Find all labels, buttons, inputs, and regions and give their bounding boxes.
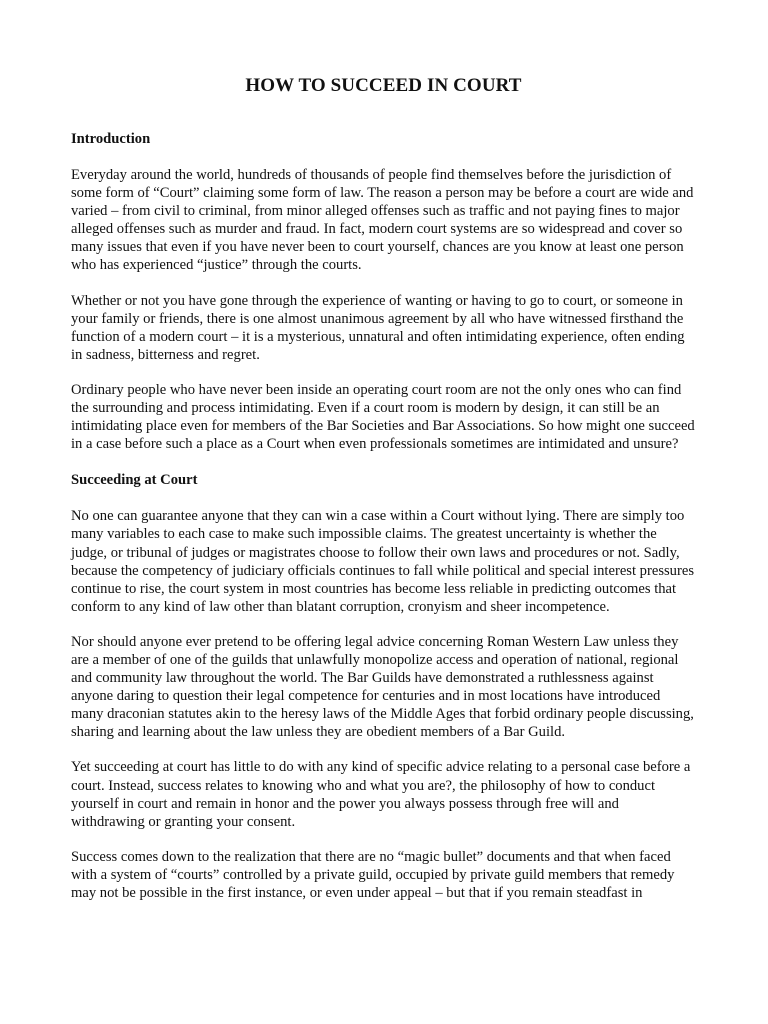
section-introduction (71, 130, 696, 453)
paragraph: Whether or not you have gone through the experience of wanting or having to go to court, or someone in your family or friends, there is one almost unanimous agreement by all who have witnessed firsthand the function of a modern court – it is a mysterious, unnatural and often intimidating experience, often ending in sadness, bitterness and regret. (71, 292, 685, 363)
section-heading-introduction: Introduction (71, 131, 151, 147)
section-succeeding-at-court (71, 471, 696, 902)
paragraph: No one can guarantee anyone that they can win a case within a Court without lying. There are simply too many variables to each case to make such impossible claims. The greatest uncertainty is whether the judge, or tribunal of judges or magistrates choose to follow their own laws and procedures or not. Sadly, because the competency of judiciary officials continues to fall while political and special interest pressures continue to rise, the court system in most countries has become less reliable in predicting outcomes that conform to any kind of law other than blatant corruption, cronyism and sheer incompetence. (71, 508, 694, 615)
paragraph: Nor should anyone ever pretend to be offering legal advice concerning Roman Western Law unless they are a member of one of the guilds that unlawfully monopolize access and operation of national, regional and community law throughout the world. The Bar Guilds have demonstrated a ruthlessness against anyone daring to question their legal competence for centuries and in most locations have introduced many draconian statutes akin to the heresy laws of the Middle Ages that forbid ordinary people discussing, sharing and learning about the law unless they are obedient members of a Bar Guild. (71, 633, 694, 741)
paragraph: Ordinary people who have never been inside an operating court room are not the only ones who can find the surrounding and process intimidating. Even if a court room is modern by design, it can still be an intimidating place even for members of the Bar Societies and Bar Associations. So how might one succeed in a case before such a place as a Court when even professionals sometimes are intimidated and unsure? (71, 381, 695, 453)
paragraph: Success comes down to the realization that there are no “magic bullet” documents and that when faced with a system of “courts” controlled by a private guild, occupied by private guild members that remedy may not be possible in the first instance, or even under appeal – but that if you remain steadfast in (71, 848, 675, 901)
document-title: HOW TO SUCCEED IN COURT (245, 75, 522, 96)
paragraph: Yet succeeding at court has little to do with any kind of specific advice relating to a personal case before a court. Instead, success relates to knowing who and what you are?, the philosophy of how to conduct yourself in court and remain in honor and the power you always possess through free will and withdrawing or granting your consent. (71, 759, 691, 830)
section-heading-succeeding-at-court: Succeeding at Court (71, 472, 198, 489)
paragraph: Everyday around the world, hundreds of thousands of people find themselves before the jurisdiction of some form of “Court” claiming some form of law. The reason a person may be before a court are wide and varied – from civil to criminal, from minor alleged offenses such as traffic and not paying fines to major alleged offenses such as murder and fraud. In fact, modern court systems are so widespread and cover so many issues that even if you have never been to court yourself, chances are you know at least one person who has experienced “justice” through the courts. (71, 167, 694, 274)
